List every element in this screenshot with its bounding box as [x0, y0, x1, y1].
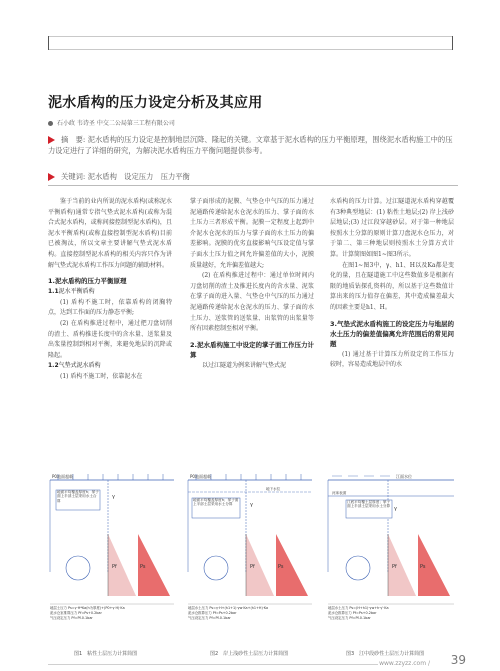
paragraph: 鉴于当前的业内所说的泥水盾构(或称泥水平衡盾构)通常专指气垫式泥水盾构(或称为混合式泥水盾构，或称间接控制型泥水盾构)，且泥水平衡盾构(或称直接控制型泥水盾构)目前已被淘汰，所以文章主要讲解气垫式泥水盾构。直接控制型泥水盾构的相关内容只作为讲解气垫式泥水盾构工作压力问题的辅助材料。	[48, 198, 172, 269]
paragraph: 水盾构的压力计算。过江隧道泥水盾构穿越覆有3种典型地层：(1) 粘性土地层;(2) 岸上浅砂层地层;(3) 过江段穿越砂层。对于第一种地层按照水土分算的原则计算刀盘泥水仓压力，对于第二、第三种地层则按照水土分算方式计算。计算简图如图1~图3所示。	[330, 198, 454, 258]
body-divider	[48, 185, 458, 186]
pf-label: Pf	[250, 564, 255, 570]
column-2	[190, 197, 314, 371]
paragraph: 以过江隧道为例来讲解气垫式泥	[202, 361, 287, 369]
subsection-number: 1.2	[48, 362, 59, 370]
figure-1-caption: 图1 粘性土层压力计算简图	[74, 651, 138, 657]
header-rule-top	[48, 36, 453, 37]
formula: 泥水仓室推算压力 Pf=Ps+0.2bar	[50, 611, 102, 615]
section-heading-2: 2.泥水盾构施工中设定的掌子面工作压力计算	[190, 340, 314, 359]
page-number: 39	[450, 653, 466, 667]
keywords-label: 关键词:	[61, 172, 86, 181]
section-heading-3: 3.气垫式泥水盾构施工的设定压力与地层的水土压力的偏差值偏离允许范围后的常见问题	[330, 319, 454, 348]
figure-note: 地面平均覆盖厚度h；掌子面上半部土层采用水土合算	[57, 490, 99, 503]
water-level-label: 江面水位	[396, 474, 412, 479]
column-3	[330, 197, 454, 371]
figure-note: 地面平均覆盖厚度h；掌子面上半部土层采用水土分算	[193, 498, 239, 507]
surcharge-label: P0地面超载	[190, 474, 211, 479]
figure-3-caption: 图3 江中段砂性土层压力计算简图	[346, 651, 425, 657]
riverbed-label: 河床表面	[332, 491, 347, 495]
figure-note: 江底平均覆土层厚度；掌子面上半部土层采用水土分算	[347, 500, 391, 509]
paragraph: (2) 在盾构推进过程中，通过把刀盘切削的渣土、盾构推进长度中的含水量、送浆量及出浆量控制到相对平衡，来避免地层的沉降或隆起。	[48, 319, 172, 359]
formula: 地层水土压力 Ps=(H+h1)·γw+h·γ'·Ka	[328, 606, 389, 610]
figure-2-diagram	[186, 472, 314, 648]
author-line	[48, 118, 175, 127]
formula: 气压设定压力 Pf=Pf-0.1bar	[328, 616, 371, 620]
subsection-heading-1-2	[48, 361, 172, 372]
figure-3	[326, 472, 456, 648]
subsection-title: 气垫式泥水盾构	[58, 362, 101, 370]
ps-label: Ps	[278, 564, 284, 570]
subsection-heading-1-1	[48, 287, 172, 298]
surcharge-label: P0地面超载	[52, 474, 73, 479]
formula: 泥水仓推算压力 Pf=Ps+0.2bar	[188, 611, 237, 615]
formula: 地层土压力 Ps=γ·H*Ka(h为厚度)+(P0+γ·H)·Ka	[50, 606, 125, 610]
abstract-text: 泥水盾构的压力设定是控制地层沉降、隆起的关键。文章基于泥水盾构的压力平衡原理，围绕泥水盾构施工中的压力设定进行了详细的研究，为解决泥水盾构压力平衡问题提供参考。	[48, 135, 453, 155]
paragraph: (1) 通过基于计算压力所设定的工作压力较时，容易造成地层中的水	[330, 350, 454, 369]
figure-1-diagram	[48, 472, 176, 648]
gamma-symbol: γ	[394, 506, 397, 512]
header-rule-bottom	[48, 49, 453, 50]
footer-site: www.zzyzz.com /	[379, 660, 430, 667]
figure-1	[48, 472, 176, 648]
header-tick-left	[48, 36, 49, 50]
subsection-title: 泥水平衡盾构	[58, 288, 95, 296]
formula: 地层水土压力 Ps=γ·H+(h1+1)·γw·Ka+(h1+H)·Ka	[188, 606, 269, 610]
paragraph: (2) 在盾构推进过程中：通过单位时间内刀盘切削的渣土及推进长度内的含水量、泥浆在掌子面的进入量、气垫仓中气压的压力通过泥通路传递给泥水仓泥水的压力、掌子面的水土压力、送浆管的送浆量、出浆管的出浆量等所有因素控制至相对平衡。	[190, 272, 314, 333]
ps-label: Ps	[140, 564, 146, 570]
keywords-text: 泥水盾构 设定压力 压力平衡	[87, 172, 190, 181]
gamma-symbol: γ	[250, 502, 253, 508]
pf-label: Pf	[112, 564, 117, 570]
gamma-symbol: γ	[112, 494, 115, 500]
bullet-icon	[48, 121, 53, 126]
abstract-label: 摘 要:	[61, 135, 86, 144]
section-heading-1: 1.泥水盾构的压力平衡原理	[48, 277, 127, 286]
figure-2	[186, 472, 314, 648]
red-arrow-icon	[48, 136, 55, 144]
paragraph: 在图1~图3中，γ、h1、H以及Ka都是变化的量，且在隧道施工中这些数值多是根据有限的地质钻探孔资料的，所以基于这些数值计算出来的压力值存在偏差，其中造成偏差最大的因素主要是h1、H。	[330, 261, 454, 311]
article-title: 泥水盾构的压力设定分析及其应用	[48, 95, 263, 111]
column-1	[48, 197, 172, 383]
header-tick-right	[452, 36, 453, 50]
footer-rule	[48, 664, 378, 665]
keywords	[48, 172, 190, 182]
formula: 气压设定压力 Pf=Pf-0.1bar	[50, 616, 93, 620]
pf-label: Pf	[392, 564, 397, 570]
formula: 泥水仓推算压力 Pf=Ps+0.2bar	[328, 611, 377, 615]
ps-label: Ps	[420, 564, 426, 570]
formula: 气压设定压力 Pf=Pf-0.1bar	[188, 616, 231, 620]
author-text: 石小政 韦诗圣 中交二公局第三工程有限公司	[57, 120, 175, 127]
paragraph: (1) 盾构不施工时，依靠盾构的闭胸特点，达到工作面的压力静态平衡;	[48, 298, 172, 317]
paragraph: 掌子面形成的泥膜、气垫仓中气压的压力通过泥通路传递给泥水仓泥水的压力、掌子面的水土压力三者形成平衡。泥膜一定程度上起到中介泥水仓泥水的压力与掌子面的水土压力的偏差影响。泥膜的优劣直接影响气压设定值与掌子面水土压力值之间允许偏差值的大小，泥膜质量越好，允许偏差值越大;	[190, 198, 314, 269]
red-arrow-icon	[48, 173, 55, 181]
figure-2-caption: 图2 岸上浅砂性土层压力计算简图	[210, 651, 289, 657]
abstract	[48, 134, 458, 156]
water-table-label: 地下水位	[266, 487, 281, 491]
subsection-number: 1.1	[48, 288, 59, 296]
paragraph: (1) 盾构不施工时，依靠泥水在	[60, 372, 143, 380]
figure-3-diagram	[326, 472, 456, 648]
